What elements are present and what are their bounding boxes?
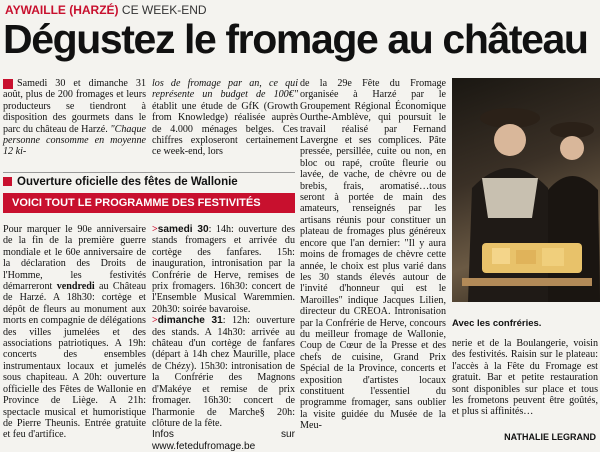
program-banner: VOICI TOUT LE PROGRAMME DES FESTIVITÉS <box>3 193 295 213</box>
column-program-2 <box>152 224 295 452</box>
subheading-text: Ouverture oficielle des fêtes de Wallonie <box>17 176 238 188</box>
col4-text: nerie et de la Boulangerie, voisin des festivités. Raisin sur le plateau: l'accès à la Fête du Fromage est gratuit. Bar et petite restauration sont disponibles sur place et tous les frometons peuvent être goûtés, et plus si affinités… <box>452 338 598 418</box>
photo-caption: Avec les confréries. <box>452 318 542 329</box>
photo-confreries <box>452 78 600 302</box>
info-link[interactable]: Infos sur www.fetedufromage.be <box>152 429 295 452</box>
col2-text: établit une étude de GfK (Growth from Knowledge) réalisée auprès de 4.000 ménages belges. Ces chiffres exploseront certainement ce week-end, lors <box>152 100 298 158</box>
saturday-label: samedi 30 <box>157 224 209 235</box>
col1-text: Samedi 30 et dimanche 31 août, plus de 200 fromages et leurs producteurs se tiendront à disposition des gourmets dans le parc du château de Harzé. <box>3 78 146 135</box>
author-signature: NATHALIE LEGRAND <box>504 432 596 442</box>
colA-bold: vendredi <box>56 281 95 293</box>
sunday-text: : 12h: ouverture des stands. A 14h30: arrivée au château d'un cortège de fanfares (départ à 14h chez Maurille, place de Chézy). 15h30: intronisation de la Confrérie des Magnons d'Makéye et remise de prix fromager. 16h30: concert de l'harmonie de Marche§ 20h: clôture de la fête. <box>152 315 295 429</box>
column-2 <box>152 78 298 158</box>
column-4 <box>452 338 598 418</box>
colA-text-1: Pour marquer le 90e anniversaire de la fin de la première guerre mondiale et le 60e anniversaire de la déclaration des Droits de l'Homme, les festivités démarreront <box>3 224 146 293</box>
col3-text: de la 29e Fête du Fromage organisée à Harzé par le Groupement Régional Économique Ourthe-Amblève, qui poursuit le travail réalisé par Fernand Lavergne et ses complices. Pâte pressée, persillée, cuite ou non, en bloc ou rapé, croûte fleurie ou lavée, de vache, de chèvre ou de brebis, frais, aromatisé…tous seront à portée de main des amateurs, renseignés par les artisans réunis pour constituer un plateau de fromages plus généreux encore que l'an dernier: "Il y aura moins de fromages de chèvre cette année, le choix est plus varié dans les 30 stands élevés autour de l'invité d'honneur qui est le Maroilles" indique Jacques Lilien, directeur du CREOA. Intronisation par la Confrérie de Herve, concours du meilleur fromage de Wallonie, Coup de Cœur de la Presse et des chefs de cuisine, Grand Prix Spécial de la Province, concerts et exposition d'artistes locaux constituent l'essentiel du programme fromager, sans oublier la visite guidée du Musée de la Meu- <box>300 78 446 432</box>
headline: Dégustez le fromage au château <box>3 16 588 62</box>
column-1 <box>3 78 146 158</box>
kicker-location: AYWAILLE (HARZÉ) <box>5 3 119 17</box>
kicker-tag: CE WEEK-END <box>121 3 207 17</box>
arrow-icon: > <box>152 224 158 235</box>
column-3 <box>300 78 446 432</box>
saturday-text: : 14h: ouverture des stands fromagers et arrivée du cortège des fanfares. 15h: inauguration, intronisation par la Confrérie de Herve, remises de prix fromagers. 16h30: concert de l'Ensemble Musical Waremmien. 20h30: soirée bavaroise. <box>152 224 295 315</box>
col2-quote: los de fromage par an, ce qui représente un budget de 100€" <box>152 78 298 101</box>
column-program-1 <box>3 224 146 441</box>
col1-quote: "Chaque personne consomme en moyenne 12 ki- <box>3 123 146 158</box>
subheading-marker <box>3 177 12 186</box>
lead-marker <box>3 79 13 89</box>
arrow-icon: > <box>152 315 158 327</box>
subheading <box>3 172 295 188</box>
sunday-label: dimanche 31 <box>157 315 223 327</box>
colA-text-2: au Château de Harzé. A 18h30: cortège et dépôt de fleurs au monument aux morts en compagnie de délégations des villes jumelées et des associations patriotiques. A 19h: concerts des ensembles instrumentaux locaux et jumelés sous chapiteau. A 20h: ouverture officielle des Fêtes de Wallonie en Province de Liège. A 21h: spectacle musical et humoristique de Pierre Theunis. Entrée gratuite et feu d'artifice. <box>3 281 146 441</box>
